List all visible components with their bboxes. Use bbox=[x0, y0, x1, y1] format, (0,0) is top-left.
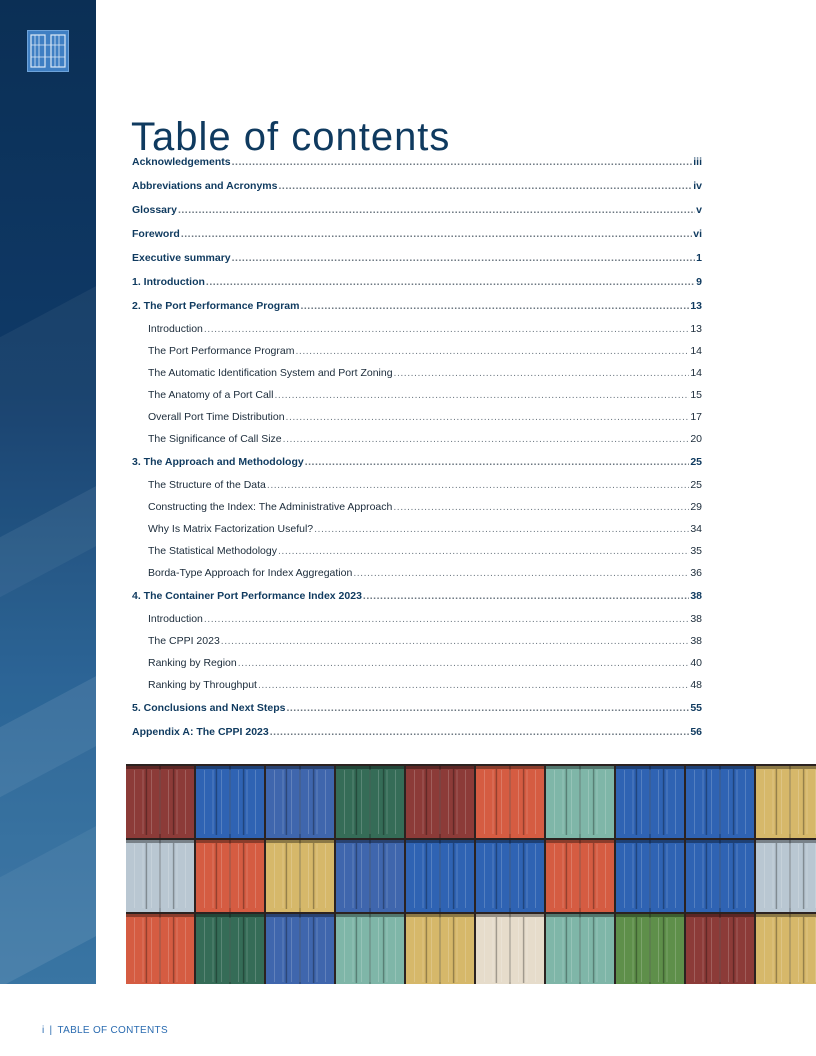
toc-leader-dots bbox=[314, 518, 689, 540]
toc-leader-dots bbox=[363, 584, 689, 608]
toc-entry-page: iii bbox=[693, 156, 702, 168]
toc-entry-title: The Anatomy of a Port Call bbox=[148, 389, 274, 401]
toc-entry-page: 55 bbox=[690, 702, 702, 714]
container-box bbox=[686, 914, 754, 984]
footer-page-number: i bbox=[42, 1025, 45, 1036]
toc-entry[interactable] bbox=[132, 318, 702, 340]
toc-leader-dots bbox=[258, 674, 689, 696]
toc-entry[interactable] bbox=[132, 518, 702, 540]
toc-entry[interactable] bbox=[132, 562, 702, 584]
toc-entry-page: 34 bbox=[690, 523, 702, 535]
container-box bbox=[616, 914, 684, 984]
container-box bbox=[196, 840, 264, 912]
toc-entry[interactable] bbox=[132, 174, 702, 198]
toc-entry[interactable] bbox=[132, 674, 702, 696]
toc-entry-title: Introduction bbox=[148, 613, 203, 625]
footer-section-title: TABLE OF CONTENTS bbox=[57, 1025, 168, 1036]
toc-entry[interactable] bbox=[132, 540, 702, 562]
container-box bbox=[126, 914, 194, 984]
container-box bbox=[616, 840, 684, 912]
toc-entry-page: v bbox=[696, 204, 702, 216]
container-box bbox=[546, 914, 614, 984]
toc-entry-title: Ranking by Throughput bbox=[148, 679, 257, 691]
toc-entry-title: Appendix A: The CPPI 2023 bbox=[132, 726, 269, 738]
toc-entry-title: The Significance of Call Size bbox=[148, 433, 282, 445]
toc-leader-dots bbox=[206, 270, 695, 294]
decorative-side-band bbox=[0, 0, 96, 984]
toc-entry-page: vi bbox=[693, 228, 702, 240]
toc-leader-dots bbox=[181, 222, 692, 246]
toc-entry-title: Foreword bbox=[132, 228, 180, 240]
container-box bbox=[266, 914, 334, 984]
container-box bbox=[686, 840, 754, 912]
toc-entry-page: 35 bbox=[690, 545, 702, 557]
container-box bbox=[266, 840, 334, 912]
page-title: Table of contents bbox=[131, 114, 451, 159]
toc-leader-dots bbox=[232, 150, 693, 174]
toc-entry[interactable] bbox=[132, 406, 702, 428]
logo-icon bbox=[27, 30, 69, 72]
toc-entry-page: 14 bbox=[690, 367, 702, 379]
toc-entry-title: 1. Introduction bbox=[132, 276, 205, 288]
toc-leader-dots bbox=[278, 174, 692, 198]
toc-entry-title: Ranking by Region bbox=[148, 657, 237, 669]
toc-entry-page: 14 bbox=[690, 345, 702, 357]
toc-entry-page: 56 bbox=[690, 726, 702, 738]
container-box bbox=[756, 914, 816, 984]
toc-entry-title: 3. The Approach and Methodology bbox=[132, 456, 304, 468]
container-box bbox=[476, 914, 544, 984]
toc-leader-dots bbox=[295, 340, 689, 362]
toc-entry-title: Acknowledgements bbox=[132, 156, 231, 168]
toc-entry-page: 1 bbox=[696, 252, 702, 264]
toc-entry-page: 9 bbox=[696, 276, 702, 288]
toc-entry[interactable] bbox=[132, 428, 702, 450]
toc-entry-page: 13 bbox=[690, 323, 702, 335]
container-box bbox=[406, 766, 474, 838]
toc-leader-dots bbox=[283, 428, 690, 450]
toc-entry-title: Why Is Matrix Factorization Useful? bbox=[148, 523, 314, 535]
toc-entry[interactable] bbox=[132, 474, 702, 496]
toc-leader-dots bbox=[353, 562, 689, 584]
toc-entry[interactable] bbox=[132, 630, 702, 652]
toc-entry-page: iv bbox=[693, 180, 702, 192]
toc-leader-dots bbox=[305, 450, 690, 474]
toc-entry-title: The Statistical Methodology bbox=[148, 545, 277, 557]
page-footer: i | TABLE OF CONTENTS bbox=[42, 1025, 168, 1036]
container-box bbox=[476, 766, 544, 838]
toc-entry[interactable] bbox=[132, 362, 702, 384]
toc-leader-dots bbox=[286, 406, 690, 428]
container-box bbox=[756, 766, 816, 838]
toc-entry-page: 38 bbox=[690, 635, 702, 647]
container-box bbox=[336, 766, 404, 838]
toc-entry-title: Executive summary bbox=[132, 252, 231, 264]
table-of-contents bbox=[132, 150, 702, 744]
toc-leader-dots bbox=[274, 384, 689, 406]
container-box bbox=[336, 840, 404, 912]
toc-entry-title: 5. Conclusions and Next Steps bbox=[132, 702, 286, 714]
toc-leader-dots bbox=[300, 294, 689, 318]
toc-entry-title: 2. The Port Performance Program bbox=[132, 300, 300, 312]
container-box bbox=[196, 914, 264, 984]
toc-entry-page: 20 bbox=[690, 433, 702, 445]
toc-entry[interactable] bbox=[132, 270, 702, 294]
toc-entry[interactable] bbox=[132, 384, 702, 406]
container-box bbox=[546, 840, 614, 912]
toc-leader-dots bbox=[204, 608, 689, 630]
toc-entry[interactable] bbox=[132, 198, 702, 222]
toc-entry-page: 29 bbox=[690, 501, 702, 513]
toc-entry-title: The Structure of the Data bbox=[148, 479, 266, 491]
toc-entry-page: 25 bbox=[690, 479, 702, 491]
container-box bbox=[196, 766, 264, 838]
toc-entry-page: 40 bbox=[690, 657, 702, 669]
toc-entry-title: Overall Port Time Distribution bbox=[148, 411, 285, 423]
toc-entry[interactable] bbox=[132, 294, 702, 318]
container-box bbox=[406, 840, 474, 912]
toc-leader-dots bbox=[270, 720, 690, 744]
toc-entry[interactable] bbox=[132, 720, 702, 744]
toc-entry-page: 25 bbox=[690, 456, 702, 468]
container-box bbox=[756, 840, 816, 912]
toc-leader-dots bbox=[204, 318, 689, 340]
toc-entry-page: 15 bbox=[690, 389, 702, 401]
toc-entry[interactable] bbox=[132, 150, 702, 174]
toc-entry-title: Constructing the Index: The Administrative Approach bbox=[148, 501, 393, 513]
toc-entry-title: The Port Performance Program bbox=[148, 345, 295, 357]
toc-entry-title: Glossary bbox=[132, 204, 177, 216]
toc-entry[interactable] bbox=[132, 340, 702, 362]
toc-entry-title: Abbreviations and Acronyms bbox=[132, 180, 278, 192]
toc-entry-page: 38 bbox=[690, 613, 702, 625]
toc-entry[interactable] bbox=[132, 608, 702, 630]
toc-leader-dots bbox=[267, 474, 689, 496]
toc-entry[interactable] bbox=[132, 246, 702, 270]
container-box bbox=[266, 766, 334, 838]
container-box bbox=[476, 840, 544, 912]
toc-entry-page: 48 bbox=[690, 679, 702, 691]
container-box bbox=[406, 914, 474, 984]
container-box bbox=[616, 766, 684, 838]
container-box bbox=[336, 914, 404, 984]
container-box bbox=[686, 766, 754, 838]
toc-leader-dots bbox=[178, 198, 695, 222]
toc-leader-dots bbox=[232, 246, 696, 270]
toc-leader-dots bbox=[393, 496, 689, 518]
toc-leader-dots bbox=[221, 630, 690, 652]
toc-entry-page: 17 bbox=[690, 411, 702, 423]
toc-entry-title: 4. The Container Port Performance Index 2023 bbox=[132, 590, 362, 602]
container-box bbox=[546, 766, 614, 838]
container-box bbox=[126, 766, 194, 838]
toc-entry[interactable] bbox=[132, 652, 702, 674]
container-box bbox=[126, 840, 194, 912]
toc-entry-title: Borda-Type Approach for Index Aggregation bbox=[148, 567, 353, 579]
toc-entry-page: 13 bbox=[690, 300, 702, 312]
toc-leader-dots bbox=[286, 696, 689, 720]
toc-leader-dots bbox=[238, 652, 690, 674]
toc-entry-title: The Automatic Identification System and Port Zoning bbox=[148, 367, 393, 379]
toc-entry-title: Introduction bbox=[148, 323, 203, 335]
toc-entry-title: The CPPI 2023 bbox=[148, 635, 220, 647]
shipping-containers-image bbox=[126, 764, 816, 984]
toc-entry[interactable] bbox=[132, 222, 702, 246]
toc-entry[interactable] bbox=[132, 696, 702, 720]
toc-leader-dots bbox=[278, 540, 689, 562]
toc-entry-page: 36 bbox=[690, 567, 702, 579]
toc-entry-page: 38 bbox=[690, 590, 702, 602]
toc-entry[interactable] bbox=[132, 496, 702, 518]
toc-leader-dots bbox=[394, 362, 690, 384]
toc-entry[interactable] bbox=[132, 450, 702, 474]
toc-entry[interactable] bbox=[132, 584, 702, 608]
